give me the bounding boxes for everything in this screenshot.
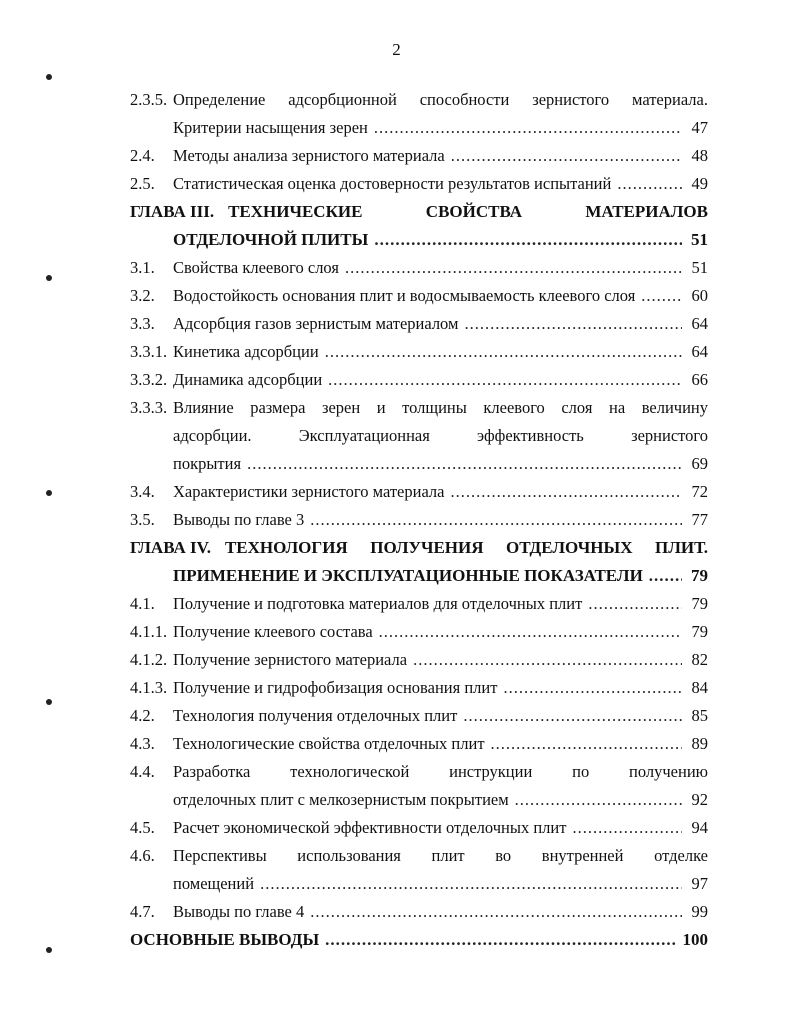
toc-section-number: 4.7. (130, 902, 155, 921)
binding-hole-mark (46, 699, 52, 705)
toc-leader-dots (463, 702, 682, 730)
binding-hole-mark (46, 947, 52, 953)
toc-section-number: 2.5. (130, 174, 155, 193)
toc-entry-line (130, 870, 708, 898)
toc-title: Свойства клеевого слоя (173, 258, 339, 277)
toc-entry-line (130, 142, 708, 170)
toc-section-number: 3.5. (130, 510, 155, 529)
toc-entry-line (130, 730, 708, 758)
page-number: 2 (392, 40, 401, 59)
toc-leader-dots (450, 478, 682, 506)
toc-entry-line (130, 394, 708, 422)
toc-chapter-label: ГЛАВА III. (130, 202, 215, 221)
toc-page-number: 97 (691, 874, 708, 893)
toc-entry-line (130, 422, 708, 450)
toc-leader-dots (374, 226, 682, 254)
toc-entry-line (130, 618, 708, 646)
toc-title: ОСНОВНЫЕ ВЫВОДЫ (130, 930, 320, 949)
toc-entry-line (130, 366, 708, 394)
toc-entry-line (130, 534, 708, 562)
toc-leader-dots (379, 618, 682, 646)
toc-page-number: 85 (691, 706, 708, 725)
toc-leader-dots (345, 254, 682, 282)
toc-entry-line (130, 198, 708, 226)
toc-entry-line (130, 338, 708, 366)
toc-title: Динамика адсорбции (173, 370, 323, 389)
toc-title: Технология получения отделочных плит (173, 706, 458, 725)
toc-page-number: 60 (691, 286, 708, 305)
toc-entry-line (130, 842, 708, 870)
toc-entry-line (130, 114, 708, 142)
toc-entry-line (130, 170, 708, 198)
toc-page-number: 84 (691, 678, 708, 697)
toc-leader-dots (572, 814, 682, 842)
binding-hole-mark (46, 490, 52, 496)
toc-title: ОТДЕЛОЧНОЙ ПЛИТЫ (173, 230, 369, 249)
toc-section-number: 3.4. (130, 482, 155, 501)
toc-title: ПРИМЕНЕНИЕ И ЭКСПЛУАТАЦИОННЫЕ ПОКАЗАТЕЛИ (173, 566, 643, 585)
toc-entry-line (130, 310, 708, 338)
toc-entry-line (130, 590, 708, 618)
toc-page-number: 66 (691, 370, 708, 389)
toc-page-number: 94 (691, 818, 708, 837)
toc-page-number: 100 (682, 930, 708, 949)
toc-page-number: 64 (691, 314, 708, 333)
toc-page-number: 72 (691, 482, 708, 501)
toc-leader-dots (515, 786, 682, 814)
toc-section-number: 4.3. (130, 734, 155, 753)
toc-leader-dots (310, 898, 682, 926)
toc-page-number: 48 (691, 146, 708, 165)
toc-leader-dots (641, 282, 682, 310)
toc-title: Кинетика адсорбции (173, 342, 319, 361)
table-of-contents (130, 86, 708, 954)
toc-page-number: 89 (691, 734, 708, 753)
toc-entry-line (130, 478, 708, 506)
toc-title: Получение и подготовка материалов для отделочных плит (173, 594, 583, 613)
toc-title: Определение адсорбционной способности зернистого материала. (173, 90, 708, 109)
toc-section-number: 4.4. (130, 762, 155, 781)
toc-entry-line (130, 702, 708, 730)
toc-section-number: 3.3. (130, 314, 155, 333)
toc-section-number: 4.1.2. (130, 650, 168, 669)
toc-title: Характеристики зернистого материала (173, 482, 445, 501)
toc-entry-line (130, 646, 708, 674)
toc-page-number: 49 (691, 174, 708, 193)
toc-title: Методы анализа зернистого материала (173, 146, 445, 165)
toc-entry-line (130, 786, 708, 814)
toc-page-number: 47 (691, 118, 708, 137)
toc-section-number: 3.3.1. (130, 342, 168, 361)
toc-entry-line (130, 562, 708, 590)
toc-title: Получение клеевого состава (173, 622, 373, 641)
toc-entry-line (130, 674, 708, 702)
toc-entry-line (130, 450, 708, 478)
toc-leader-dots (325, 926, 676, 954)
toc-leader-dots (617, 170, 682, 198)
toc-page-number: 79 (691, 622, 708, 641)
toc-title: Перспективы использования плит во внутренней отделке (173, 846, 708, 865)
toc-section-number: 4.6. (130, 846, 155, 865)
toc-section-number: 4.5. (130, 818, 155, 837)
toc-leader-dots (464, 310, 682, 338)
toc-leader-dots (310, 506, 682, 534)
toc-section-number: 2.3.5. (130, 90, 168, 109)
toc-section-number: 3.1. (130, 258, 155, 277)
toc-entry-line (130, 926, 708, 954)
toc-page-number: 51 (691, 230, 708, 249)
toc-title: Разработка технологической инструкции по получению (173, 762, 708, 781)
toc-page-number: 79 (691, 594, 708, 613)
toc-title: Адсорбция газов зернистым материалом (173, 314, 459, 333)
toc-page-number: 99 (691, 902, 708, 921)
toc-page-number: 69 (691, 454, 708, 473)
toc-section-number: 4.1.3. (130, 678, 168, 697)
binding-hole-mark (46, 275, 52, 281)
toc-entry-line (130, 898, 708, 926)
toc-title: Получение зернистого материала (173, 650, 408, 669)
toc-title: Статистическая оценка достоверности результатов испытаний (173, 174, 612, 193)
toc-title: Водостойкость основания плит и водосмываемость клеевого слоя (173, 286, 636, 305)
toc-page-number: 64 (691, 342, 708, 361)
toc-leader-dots (491, 730, 682, 758)
toc-chapter-label: ГЛАВА IV. (130, 538, 211, 557)
toc-title: помещений (173, 874, 255, 893)
toc-page-number: 51 (691, 258, 708, 277)
toc-leader-dots (451, 142, 682, 170)
toc-title: Получение и гидрофобизация основания плит (173, 678, 498, 697)
toc-section-number: 3.2. (130, 286, 155, 305)
toc-title: покрытия (173, 454, 242, 473)
toc-leader-dots (247, 450, 682, 478)
toc-entry-line (130, 758, 708, 786)
toc-leader-dots (325, 338, 682, 366)
toc-title: ТЕХНИЧЕСКИЕ СВОЙСТВА МАТЕРИАЛОВ (228, 202, 708, 221)
toc-page-number: 92 (691, 790, 708, 809)
toc-title: Влияние размера зерен и толщины клеевого слоя на величину (173, 398, 708, 417)
toc-title: ТЕХНОЛОГИЯ ПОЛУЧЕНИЯ ОТДЕЛОЧНЫХ ПЛИТ. (224, 538, 708, 557)
binding-hole-mark (46, 74, 52, 80)
toc-section-number: 2.4. (130, 146, 155, 165)
toc-page-number: 82 (691, 650, 708, 669)
toc-leader-dots (503, 674, 682, 702)
toc-section-number: 4.1. (130, 594, 155, 613)
toc-entry-line (130, 282, 708, 310)
toc-title: Технологические свойства отделочных плит (173, 734, 485, 753)
toc-section-number: 3.3.2. (130, 370, 168, 389)
toc-leader-dots (588, 590, 682, 618)
toc-entry-line (130, 254, 708, 282)
toc-leader-dots (413, 646, 682, 674)
toc-section-number: 4.2. (130, 706, 155, 725)
toc-section-number: 4.1.1. (130, 622, 168, 641)
toc-title: Выводы по главе 3 (173, 510, 305, 529)
toc-title: Выводы по главе 4 (173, 902, 305, 921)
toc-title: Расчет экономической эффективности отделочных плит (173, 818, 567, 837)
toc-leader-dots (260, 870, 682, 898)
toc-title: Критерии насыщения зерен (173, 118, 368, 137)
toc-entry-line (130, 506, 708, 534)
toc-entry-line (130, 226, 708, 254)
toc-entry-line (130, 814, 708, 842)
toc-page-number: 79 (691, 566, 708, 585)
toc-section-number: 3.3.3. (130, 398, 168, 417)
toc-title: отделочных плит с мелкозернистым покрытием (173, 790, 509, 809)
toc-leader-dots (649, 562, 682, 590)
toc-page-number: 77 (691, 510, 708, 529)
toc-title: адсорбции. Эксплуатационная эффективность зернистого (173, 426, 708, 445)
toc-leader-dots (374, 114, 682, 142)
toc-leader-dots (328, 366, 682, 394)
toc-entry-line (130, 86, 708, 114)
